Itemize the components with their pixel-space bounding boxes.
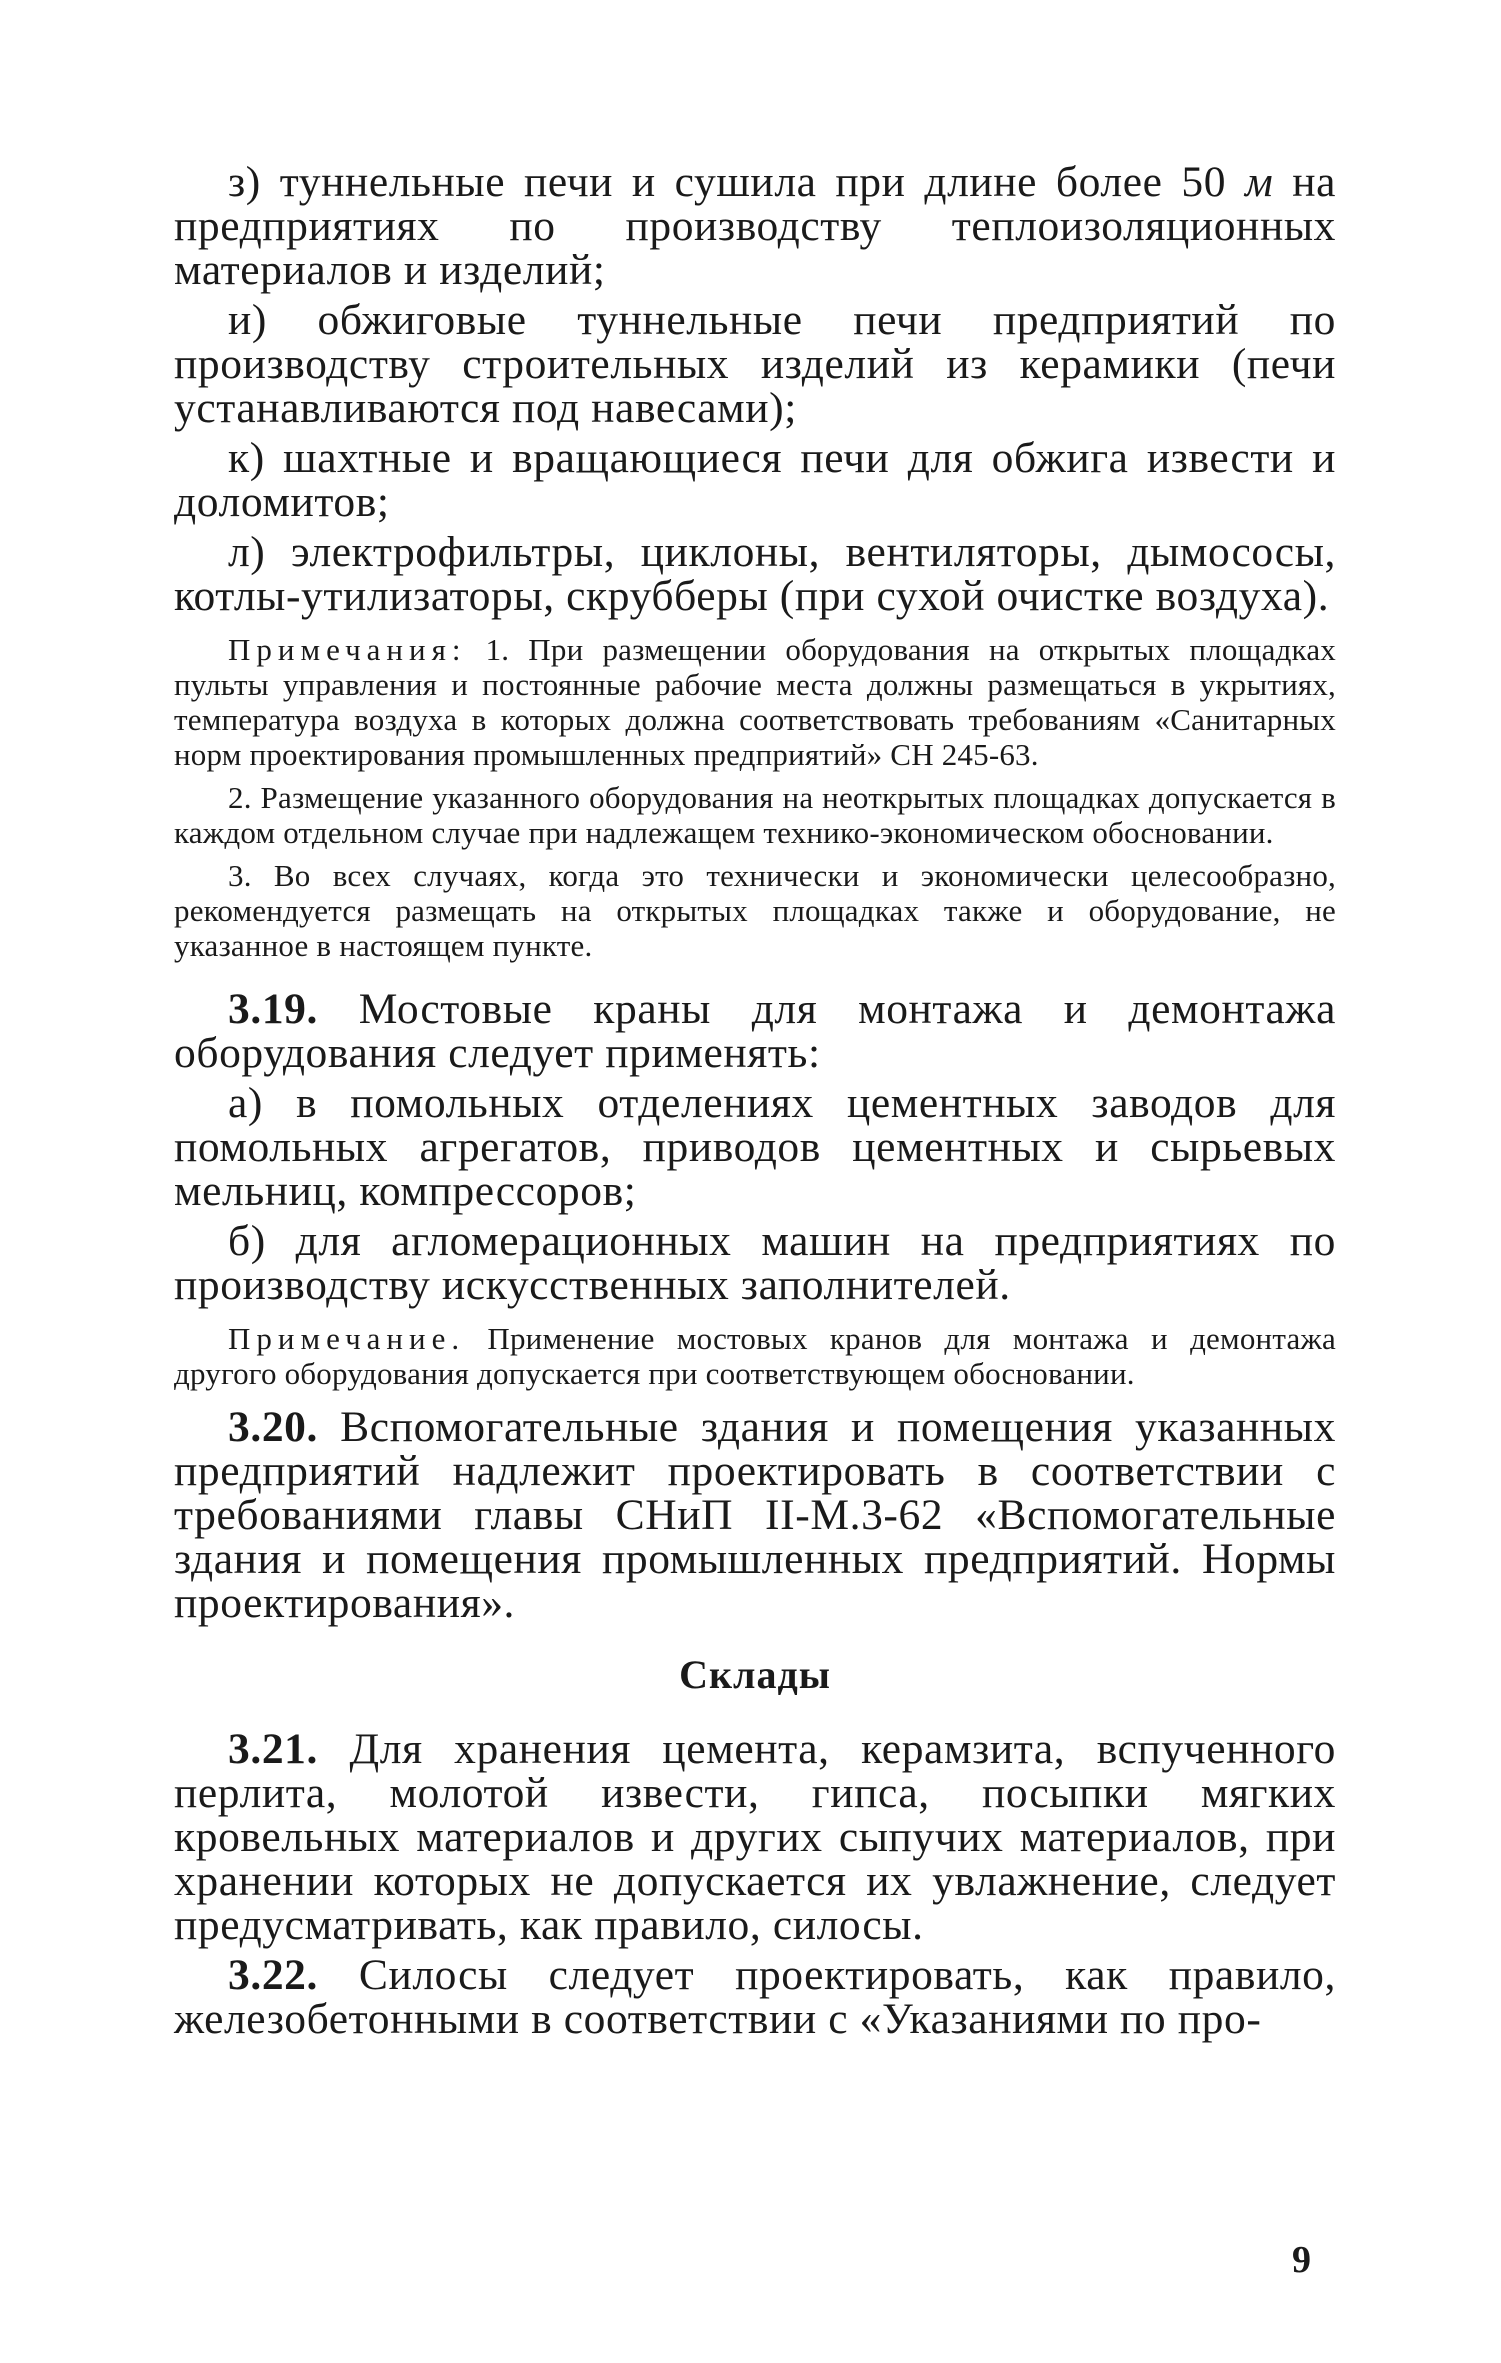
section-text: Вспомогательные здания и помещения указанных предприятий надлежит проектировать в соответствии с требованиями главы СНиП II-М.3-62 «Вспомогательные здания и помещения промышленных предприятий. Нормы проектирования». <box>174 1403 1336 1627</box>
section-3-20 <box>174 1405 1336 1625</box>
section-number: 3.20. <box>228 1403 318 1451</box>
note-1 <box>174 632 1336 772</box>
section-number: 3.21. <box>228 1725 318 1773</box>
section-3-22 <box>174 1953 1336 2041</box>
item-i: и) обжиговые туннельные печи предприятий по производству строительных изделий из керамики (печи устанавливаются под навесами); <box>174 296 1336 432</box>
section-heading: Склады <box>679 1652 831 1697</box>
item-z-text-before: з) туннельные печи и сушила при длине более 50 <box>228 158 1245 206</box>
note-heading: Примечание. <box>228 1321 466 1356</box>
section-3-19 <box>174 987 1336 1075</box>
note-single-text: Применение мостовых кранов для монтажа и демонтажа другого оборудования допускается при соответствующем обосновании. <box>174 1321 1336 1391</box>
section-number: 3.19. <box>228 985 318 1033</box>
item-k: к) шахтные и вращающиеся печи для обжига извести и доломитов; <box>174 434 1336 526</box>
page-number: 9 <box>1292 2239 1311 2281</box>
note-3: 3. Во всех случаях, когда это технически и экономически целесообразно, рекомендуется размещать на открытых площадках также и оборудование, не указанное в настоящем пункте. <box>174 858 1336 963</box>
notes-heading: Примечания: <box>228 632 467 667</box>
section-3-19-b: б) для агломерационных машин на предприятиях по производству искусственных заполнителей. <box>174 1217 1336 1309</box>
section-3-19-a: а) в помольных отделениях цементных заводов для помольных агрегатов, приводов цементных и сырьевых мельниц, компрессоров; <box>174 1079 1336 1215</box>
section-text: Для хранения цемента, керамзита, вспученного перлита, молотой извести, гипса, посыпки мягких кровельных материалов и других сыпучих материалов, при хранении которых не допускается их увлажнение, следует предусматривать, как правило, силосы. <box>174 1725 1336 1949</box>
item-l: л) электрофильтры, циклоны, вентиляторы, дымососы, котлы-утилизаторы, скрубберы (при сухой очистке воздуха). <box>174 528 1336 620</box>
section-3-21 <box>174 1727 1336 1947</box>
unit-meters: м <box>1244 158 1274 206</box>
section-text: Мостовые краны для монтажа и демонтажа оборудования следует применять: <box>174 985 1336 1077</box>
section-number: 3.22. <box>228 1951 318 1999</box>
note-single <box>174 1321 1336 1391</box>
section-text: Силосы следует проектировать, как правило, железобетонными в соответствии с «Указаниями по про- <box>174 1951 1336 2043</box>
note-1-text: 1. При размещении оборудования на открытых площадках пульты управления и постоянные рабочие места должны размещаться в укрытиях, температура воздуха в которых должна соответствовать требованиям «Санитарных норм проектирования промышленных предприятий» СН 245-63. <box>174 632 1336 772</box>
note-2: 2. Размещение указанного оборудования на неоткрытых площадках допускается в каждом отдельном случае при надлежащем технико-экономическом обосновании. <box>174 780 1336 850</box>
item-z <box>174 160 1336 292</box>
page-body <box>174 160 1336 2047</box>
item-z-text-after: на предприятиях по производству теплоизоляционных материалов и изделий; <box>174 158 1337 294</box>
